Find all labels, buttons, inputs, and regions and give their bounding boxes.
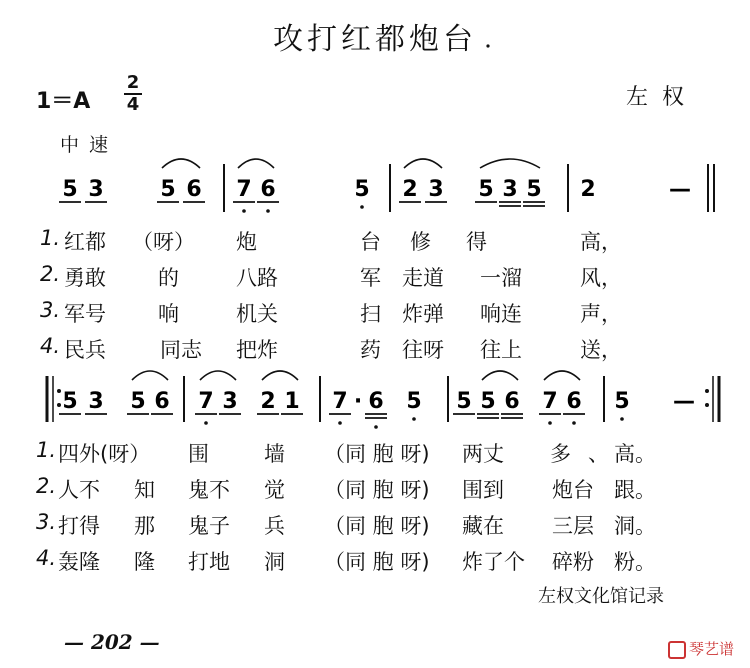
- note: 3: [502, 177, 518, 202]
- slur: [404, 159, 442, 168]
- lyric-text: 炮台: [552, 478, 594, 502]
- note: 7: [236, 177, 252, 202]
- note: 6: [186, 177, 202, 202]
- note: 7: [198, 389, 214, 414]
- note: 6: [154, 389, 170, 414]
- lyric-text: 往上: [480, 338, 522, 362]
- lyric-text: （呀）: [132, 230, 195, 254]
- slur: [480, 159, 540, 168]
- lyric-text: 同志: [160, 338, 202, 362]
- slur: [162, 159, 200, 168]
- slur: [482, 371, 518, 380]
- lyric-text: 台: [360, 230, 381, 254]
- score-row-2: [59, 389, 695, 429]
- note: 5: [614, 389, 630, 414]
- note: 5: [406, 389, 422, 414]
- octave-dot: [338, 421, 342, 425]
- lyric-text: 四外(呀）: [58, 442, 151, 466]
- lyric-text: 墙: [264, 442, 285, 466]
- note: 1: [284, 389, 300, 414]
- lyric-text: 鬼不: [188, 478, 230, 502]
- lyric-text: 机关: [236, 302, 278, 326]
- verse-number: 3.: [40, 298, 61, 322]
- lyric-text: 人不: [58, 478, 100, 502]
- note: 5: [130, 389, 146, 414]
- logo-icon: [668, 641, 686, 659]
- lyric-text: 民兵: [64, 338, 106, 362]
- lyric-text: 扫: [360, 302, 381, 326]
- octave-dot: [360, 205, 364, 209]
- lyric-text: 隆: [134, 550, 155, 574]
- slur: [200, 371, 236, 380]
- lyric-text: 打得: [58, 514, 100, 538]
- repeat-dot: [705, 389, 709, 393]
- lyric-text: 声，: [580, 302, 622, 326]
- note: 5: [160, 177, 176, 202]
- lyric-text: 鬼子: [188, 514, 230, 538]
- repeat-dot: [57, 403, 61, 407]
- watermark-text: 琴艺谱: [689, 640, 735, 658]
- note: 5: [478, 177, 494, 202]
- lyric-text: 两丈: [462, 442, 504, 466]
- octave-dot: [242, 209, 246, 213]
- slur: [238, 159, 274, 168]
- note: 3: [88, 389, 104, 414]
- slur: [544, 371, 580, 380]
- lyric-text: 藏在: [462, 514, 504, 538]
- lyric-text: 军: [360, 266, 381, 290]
- lyric-text: 送，: [580, 338, 622, 362]
- note: —: [669, 177, 691, 202]
- lyric-text: 往呀: [402, 338, 444, 362]
- lyric-text: 粉。: [614, 550, 656, 574]
- lyric-text: （同 胞 呀): [324, 478, 430, 502]
- note: 7: [332, 389, 348, 414]
- note: 3: [428, 177, 444, 202]
- lyric-text: 军号: [64, 302, 106, 326]
- verse-number: 4.: [40, 334, 61, 358]
- note: 5: [526, 177, 542, 202]
- lyric-text: 跟。: [614, 478, 656, 502]
- recorder-credit: 左权文化馆记录: [538, 586, 664, 607]
- title-dot: [486, 44, 489, 47]
- slur: [132, 371, 168, 380]
- lyric-text: 勇敢: [64, 266, 106, 290]
- lyric-text: 炮: [236, 230, 257, 254]
- lyric-text: 轰隆: [58, 550, 100, 574]
- note: 3: [88, 177, 104, 202]
- lyric-text: 碎粉: [552, 550, 594, 574]
- lyric-text: 响连: [480, 302, 522, 326]
- note: 6: [566, 389, 582, 414]
- lyric-text: （同 胞 呀): [324, 550, 430, 574]
- lyric-text: 三层: [552, 514, 594, 538]
- note: 3: [222, 389, 238, 414]
- octave-dot: [548, 421, 552, 425]
- lyric-text: 知: [134, 478, 155, 502]
- verse-number: 3.: [36, 510, 57, 534]
- page-number: — 202 —: [64, 630, 160, 654]
- octave-dot: [412, 417, 416, 421]
- note: 2: [402, 177, 418, 202]
- song-title: 攻打红都炮台: [273, 22, 477, 57]
- meter-top: 2: [126, 72, 140, 93]
- lyric-text: 的: [158, 266, 179, 290]
- octave-dot: [572, 421, 576, 425]
- lyric-text: 药: [360, 338, 381, 362]
- note: 5: [480, 389, 496, 414]
- lyric-text: 修: [410, 230, 431, 254]
- note: 6: [368, 389, 384, 414]
- note: 5: [354, 177, 370, 202]
- lyric-text: 围到: [462, 478, 504, 502]
- verse-number: 2.: [40, 262, 61, 286]
- lyric-text: 觉: [264, 478, 285, 502]
- score-row-1: [59, 177, 691, 213]
- octave-dot: [620, 417, 624, 421]
- lyric-text: 高。: [614, 442, 656, 466]
- lyric-text: 围: [188, 442, 209, 466]
- verse-number: 1.: [40, 226, 61, 250]
- octave-dot: [374, 425, 378, 429]
- note: ·: [353, 389, 363, 414]
- slur: [262, 371, 298, 380]
- note: 5: [456, 389, 472, 414]
- composer-region: 左权: [626, 85, 699, 110]
- lyric-text: 打地: [188, 550, 230, 574]
- lyric-text: 红都: [64, 230, 106, 254]
- verse-number: 4.: [36, 546, 57, 570]
- note: 5: [62, 389, 78, 414]
- note: 6: [504, 389, 520, 414]
- lyric-text: 那: [134, 514, 155, 538]
- octave-dot: [266, 209, 270, 213]
- key-signature: 1＝A: [36, 89, 91, 114]
- note: 2: [580, 177, 596, 202]
- note: 5: [62, 177, 78, 202]
- repeat-dot: [57, 389, 61, 393]
- lyric-text: 得: [466, 230, 487, 254]
- lyric-text: 炸了个: [462, 550, 525, 574]
- lyric-text: 炸弹: [402, 302, 444, 326]
- note: 2: [260, 389, 276, 414]
- lyric-text: 响: [158, 302, 179, 326]
- lyric-text: 一溜: [480, 266, 522, 290]
- lyric-text: 风，: [580, 266, 622, 290]
- lyric-text: 高，: [580, 230, 622, 254]
- lyric-text: 把炸: [236, 338, 278, 362]
- lyric-text: 多: [550, 442, 571, 466]
- lyric-text: （同 胞 呀): [324, 514, 430, 538]
- octave-dot: [204, 421, 208, 425]
- lyric-text: 洞: [264, 550, 285, 574]
- lyric-text: （同 胞 呀): [324, 442, 430, 466]
- repeat-dot: [705, 403, 709, 407]
- lyric-text: 、: [588, 442, 609, 466]
- meter-bottom: 4: [126, 94, 140, 115]
- lyric-text: 洞。: [614, 514, 656, 538]
- note: 6: [260, 177, 276, 202]
- verse-number: 2.: [36, 474, 57, 498]
- tempo-marking: 中速: [60, 134, 119, 156]
- verse-number: 1.: [36, 438, 57, 462]
- lyric-text: 兵: [264, 514, 285, 538]
- lyric-text: 走道: [402, 266, 444, 290]
- note: —: [673, 389, 695, 414]
- note: 7: [542, 389, 558, 414]
- watermark-logo: [668, 638, 734, 659]
- lyric-text: 八路: [236, 266, 278, 290]
